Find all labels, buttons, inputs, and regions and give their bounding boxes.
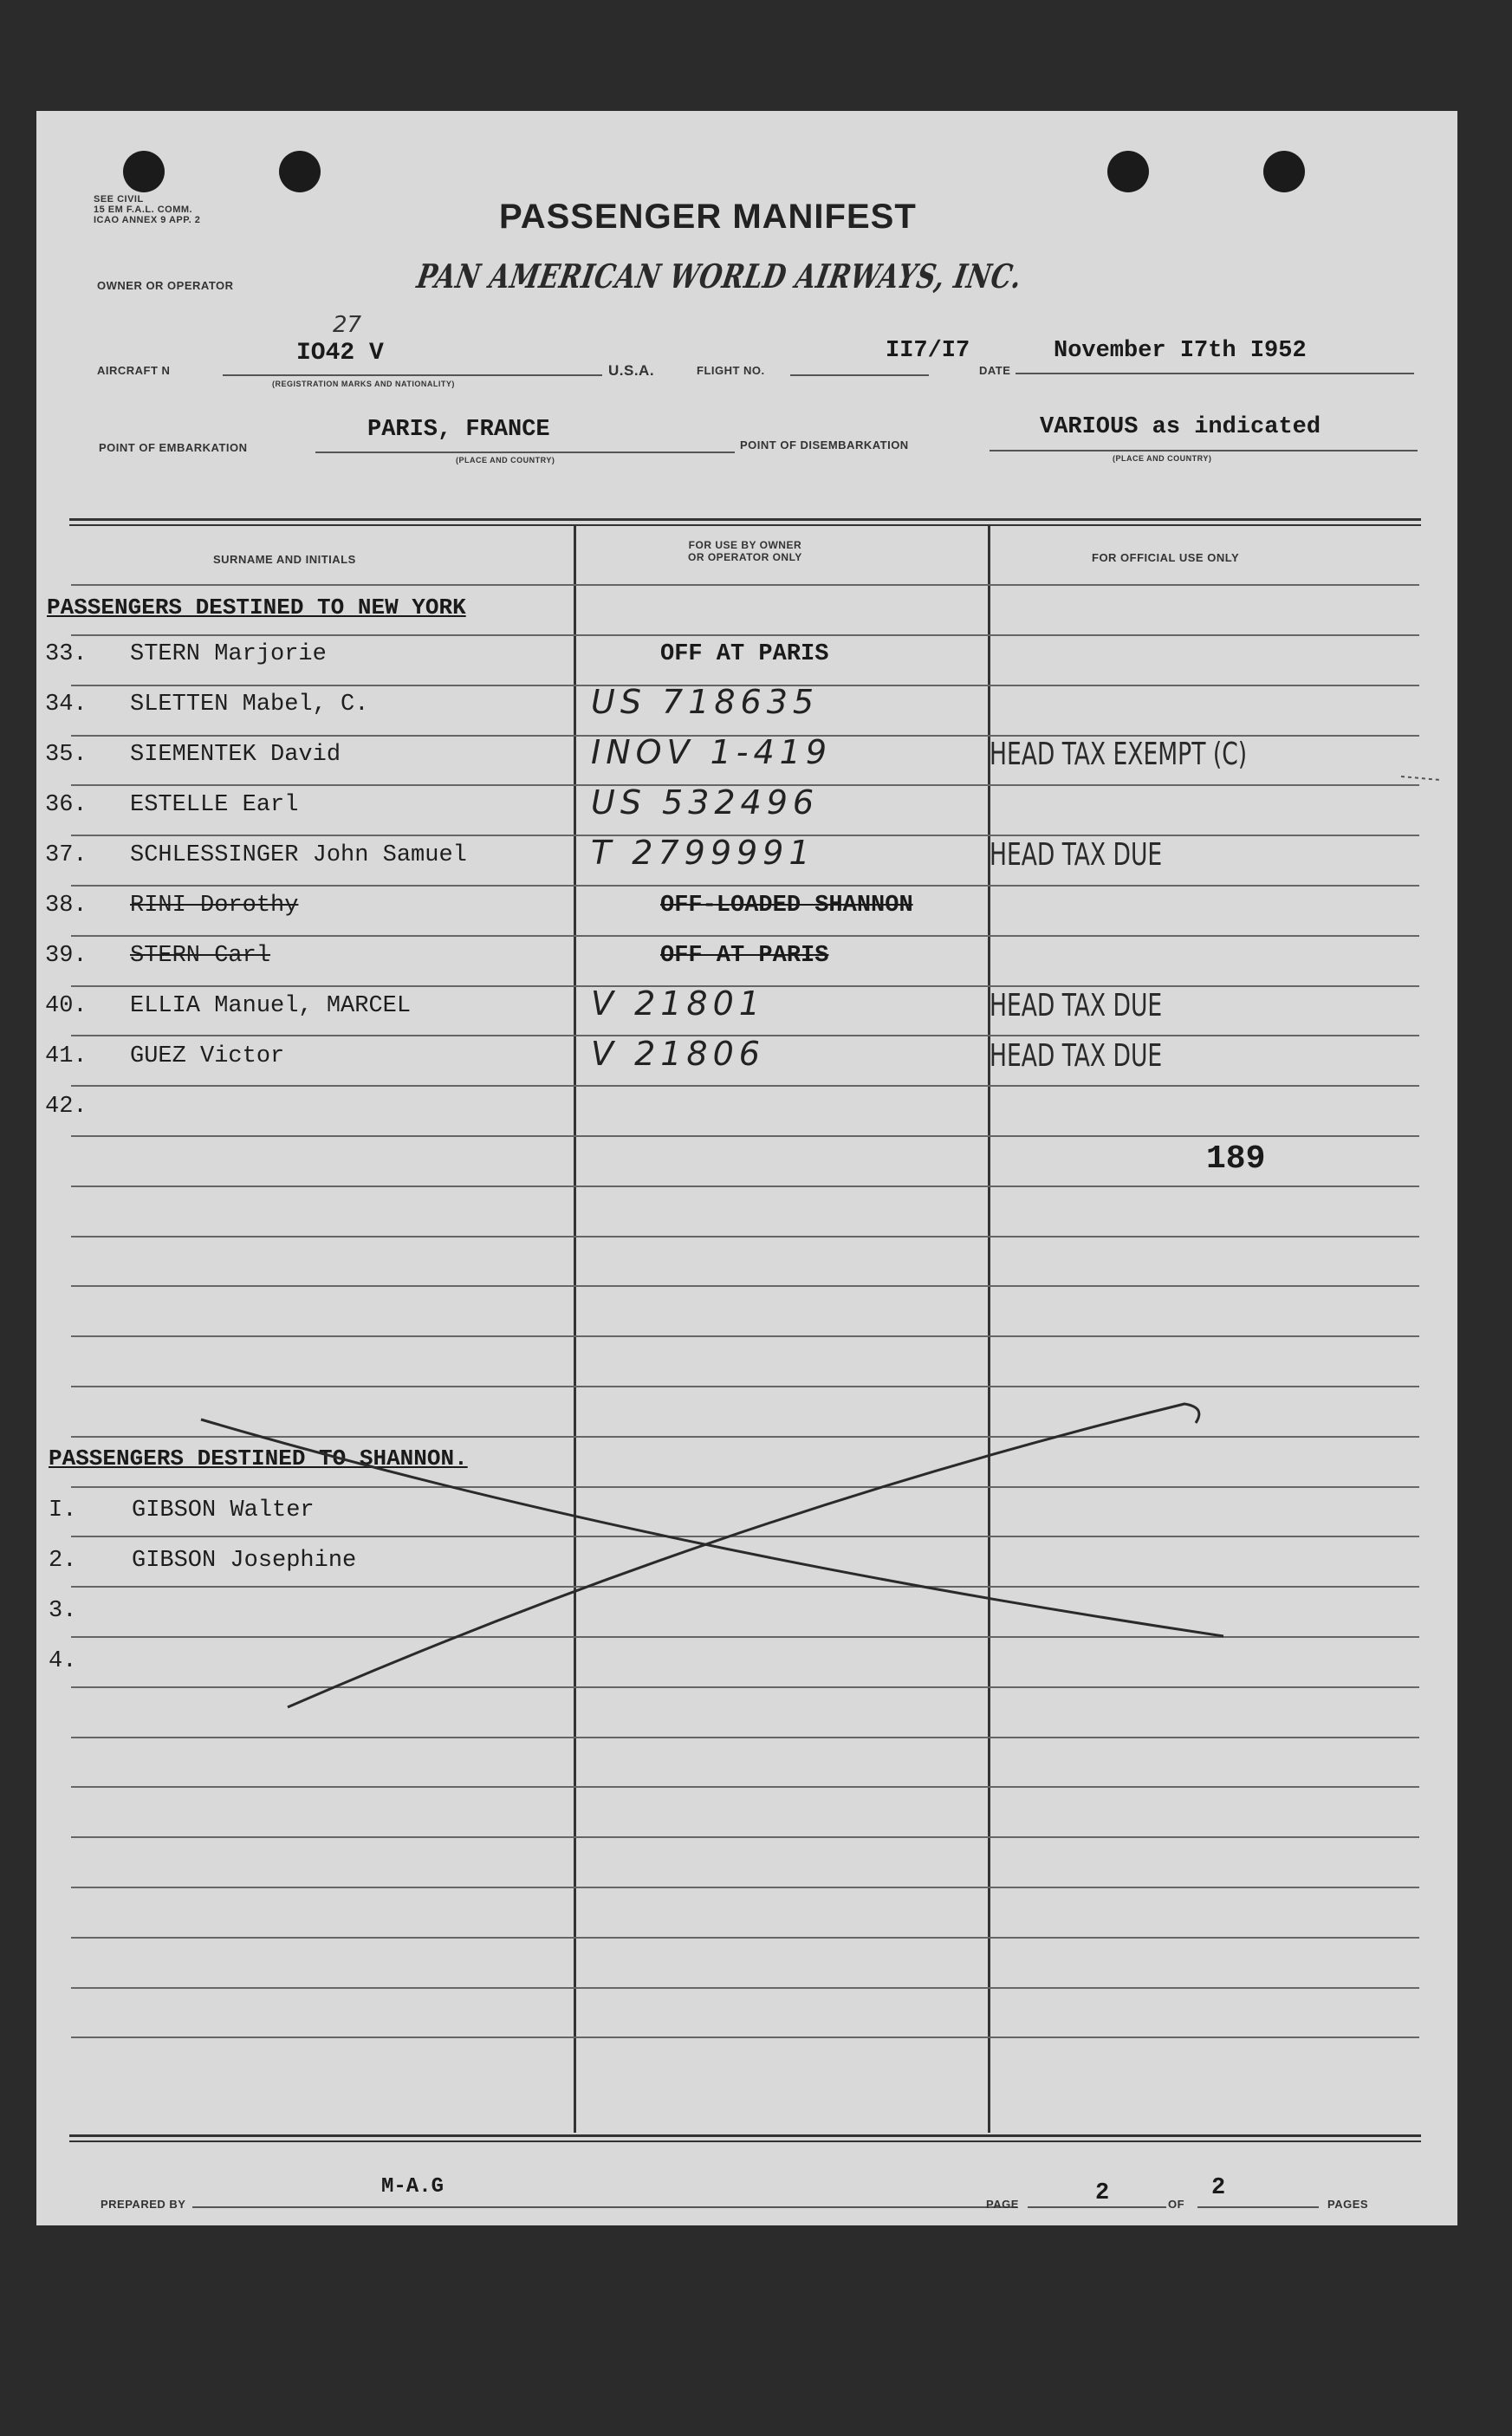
official-stamp: HEAD TAX DUE (990, 988, 1163, 1023)
passport-entry: US 532496 (591, 783, 820, 822)
owner-label: OWNER OR OPERATOR (97, 279, 234, 292)
section-heading-shannon: PASSENGERS DESTINED TO SHANNON. (49, 1445, 468, 1471)
of-label: OF (1168, 2198, 1185, 2211)
page-title: PASSENGER MANIFEST (499, 198, 917, 236)
page-label: PAGE (986, 2198, 1019, 2211)
row-number: 2. (49, 1548, 77, 1574)
column-header-line: FOR USE BY OWNER (688, 539, 802, 551)
passport-entry: OFF AT PARIS (660, 641, 829, 667)
row-number: 4. (49, 1648, 77, 1674)
passenger-name: STERN Marjorie (130, 641, 327, 667)
passport-entry: INOV 1-419 (591, 733, 833, 771)
official-stamp: HEAD TAX DUE (990, 837, 1163, 873)
passenger-name: STERN Carl (130, 943, 271, 969)
row-number: 38. (45, 893, 88, 919)
passenger-name: SIEMENTEK David (130, 742, 341, 768)
row-number: 41. (45, 1043, 88, 1069)
passport-entry: OFF AT PARIS (660, 943, 829, 969)
flight-value: II7/I7 (886, 338, 970, 364)
disembark-label: POINT OF DISEMBARKATION (740, 438, 909, 451)
embark-label: POINT OF EMBARKATION (99, 441, 248, 454)
passenger-tally: 189 (1206, 1140, 1266, 1178)
passenger-name: GIBSON Josephine (132, 1548, 357, 1574)
row-number: 40. (45, 993, 88, 1019)
row-number: 33. (45, 641, 88, 667)
passenger-name: SCHLESSINGER John Samuel (130, 842, 467, 868)
embark-caption: (PLACE AND COUNTRY) (456, 456, 555, 464)
page-underline (1028, 2206, 1166, 2208)
disembark-caption: (PLACE AND COUNTRY) (1113, 454, 1212, 463)
country-label: U.S.A. (608, 362, 655, 379)
prepared-value: M-A.G (381, 2175, 445, 2199)
section-heading-new-york: PASSENGERS DESTINED TO NEW YORK (47, 594, 466, 620)
check-mark (1401, 776, 1440, 780)
disembark-value: VARIOUS as indicated (1040, 414, 1321, 440)
pages-label: PAGES (1327, 2198, 1369, 2211)
aircraft-label: AIRCRAFT N (97, 364, 171, 377)
row-number: 37. (45, 842, 88, 868)
prepared-underline (192, 2206, 1017, 2208)
passenger-name: SLETTEN Mabel, C. (130, 692, 369, 718)
passenger-name: ELLIA Manuel, MARCEL (130, 993, 412, 1019)
row-number: 35. (45, 742, 88, 768)
corner-note-line: ICAO ANNEX 9 APP. 2 (94, 215, 201, 225)
date-label: DATE (979, 364, 1011, 377)
passenger-name: ESTELLE Earl (130, 792, 299, 818)
official-stamp: HEAD TAX DUE (990, 1038, 1163, 1074)
passport-entry: V 21801 (591, 984, 765, 1023)
row-number: 36. (45, 792, 88, 818)
prepared-label: PREPARED BY (101, 2198, 186, 2211)
page-value: 2 (1095, 2180, 1110, 2206)
aircraft-value: IO42 V (296, 340, 384, 367)
date-value: November I7th I952 (1054, 338, 1307, 364)
passport-entry: V 21806 (591, 1035, 765, 1073)
of-underline (1197, 2206, 1319, 2208)
cross-out-mark (36, 111, 1457, 2225)
column-header-surname: SURNAME AND INITIALS (213, 553, 356, 566)
corner-note-line: 15 EM F.A.L. COMM. (94, 205, 193, 215)
corner-note-line: SEE CIVIL (94, 194, 144, 205)
passenger-name: RINI Dorothy (130, 893, 299, 919)
of-value: 2 (1211, 2175, 1226, 2201)
embark-value: PARIS, FRANCE (367, 417, 550, 443)
passport-entry: T 2799991 (591, 834, 815, 872)
registration-caption: (REGISTRATION MARKS AND NATIONALITY) (272, 380, 455, 388)
manifest-page (36, 111, 1457, 2225)
flight-label: FLIGHT NO. (697, 364, 765, 377)
passport-entry: OFF-LOADED SHANNON (660, 893, 913, 919)
aircraft-correction: 27 (333, 312, 362, 338)
column-header-line: OR OPERATOR ONLY (688, 551, 802, 563)
passenger-name: GUEZ Victor (130, 1043, 285, 1069)
row-number: 39. (45, 943, 88, 969)
passenger-name: GIBSON Walter (132, 1497, 315, 1523)
column-header-official: FOR OFFICIAL USE ONLY (1092, 551, 1240, 564)
row-number: 34. (45, 692, 88, 718)
cross-out-stroke (201, 1419, 1223, 1636)
cross-out-stroke (288, 1404, 1199, 1707)
row-number: 42. (45, 1094, 88, 1120)
operator-name: PAN AMERICAN WORLD AIRWAYS, INC. (414, 257, 1026, 296)
row-number: 3. (49, 1598, 77, 1624)
official-stamp: HEAD TAX EXEMPT (C) (990, 737, 1248, 772)
passport-entry: US 718635 (591, 683, 820, 721)
row-number: I. (49, 1497, 77, 1523)
